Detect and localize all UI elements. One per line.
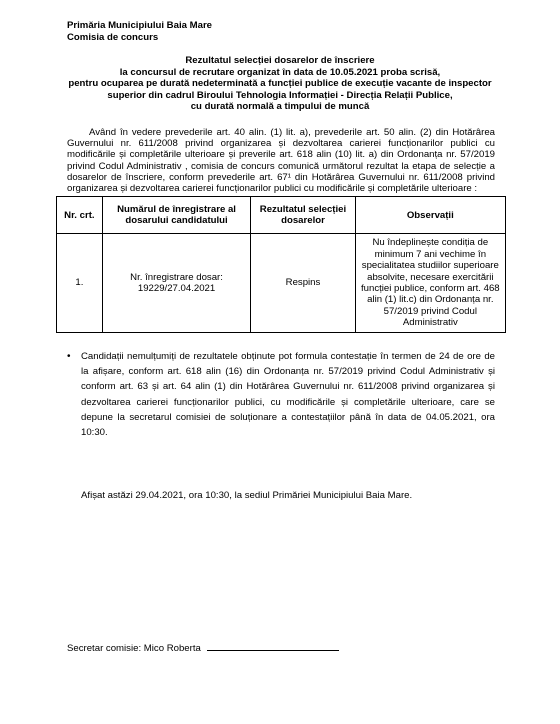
title-line-1: Rezultatul selecției dosarelor de înscriere <box>185 55 375 66</box>
committee-name: Comisia de concurs <box>67 32 159 43</box>
secretary-label: Secretar comisie: Mico Roberta <box>67 643 201 654</box>
posting-notice: Afișat astăzi 29.04.2021, ora 10:30, la sediul Primăriei Municipiului Baia Mare. <box>81 490 413 501</box>
table-row <box>57 234 506 333</box>
cell-result: Respins <box>251 234 355 333</box>
appeal-note <box>67 349 495 440</box>
header-result: Rezultatul selecției dosarelor <box>251 197 355 234</box>
results-table <box>56 196 506 333</box>
title-line-3: pentru ocuparea pe durată nedeterminată a funcției publice de execuție vacante de inspector <box>68 78 492 89</box>
cell-nr: 1. <box>57 234 103 333</box>
cell-observations: Nu îndeplinește condiția de minimum 7 ani vechime în specialitatea studiilor superioare absolvite, necesare exercitării funcției publice, conform art. 468 alin (1) lit.c) din Ordonanța nr. 57/2019 privind Codul Administrativ <box>355 234 505 333</box>
bullet-icon: • <box>67 351 71 362</box>
cell-registration: Nr. înregistrare dosar: 19229/27.04.2021 <box>102 234 251 333</box>
header-registration: Numărul de înregistrare al dosarului candidatului <box>102 197 251 234</box>
intro-paragraph-block <box>67 127 495 194</box>
secretary-signature <box>67 641 339 654</box>
header-observations: Observații <box>355 197 505 234</box>
signature-line <box>207 641 339 651</box>
header-nr: Nr. crt. <box>57 197 103 234</box>
institution-name: Primăria Municipiului Baia Mare <box>67 20 213 31</box>
title-line-4: superior din cadrul Biroului Tehnologia Informației - Direcția Relații Publice, <box>107 89 453 101</box>
title-line-2: la concursul de recrutare organizat în data de 10.05.2021 proba scrisă, <box>119 66 441 78</box>
document-title <box>50 55 510 113</box>
intro-paragraph: Având în vedere prevederile art. 40 alin. (1) lit. a), prevederile art. 50 alin. (2) din Hotărârea Guvernului nr. 611/2008 privind organizarea și dezvoltarea carierei funcționarilor publici cu modificările și completările ulterioare și preverile art. 618 alin (10) lit. a) din Ordonanța nr. 57/2019 privind Codul Administrativ , comisia de concurs comunică următorul rezultat la etapa de selecție a dosarelor de înscriere, conform prevederile art. 67¹ din Hotărârea Guvernului nr. 611/2008 privind organizarea și dezvoltarea carierei funcționarilor publici cu modificările și completările ulterioare : <box>67 127 495 195</box>
appeal-note-text: Candidații nemulțumiți de rezultatele obținute pot formula contestație în termen de 24 de ore de la afișare, conform art. 618 alin (16) din Ordonanța nr. 57/2019 privind Codul Administrativ și conform art. 63 și art. 64 alin (1) din Hotărârea Guvernului nr. 611/2008 privind organizarea și dezvoltarea carierei funcționarilor publici, cu modificările și completările ulterioare, care se depune la secretarul comisiei de soluționare a contestațiilor până în data de 04.05.2021, ora 10:30. <box>81 351 495 439</box>
title-line-5: cu durată normală a timpului de muncă <box>190 101 370 112</box>
document-header <box>67 20 212 44</box>
table-header-row <box>57 197 506 234</box>
